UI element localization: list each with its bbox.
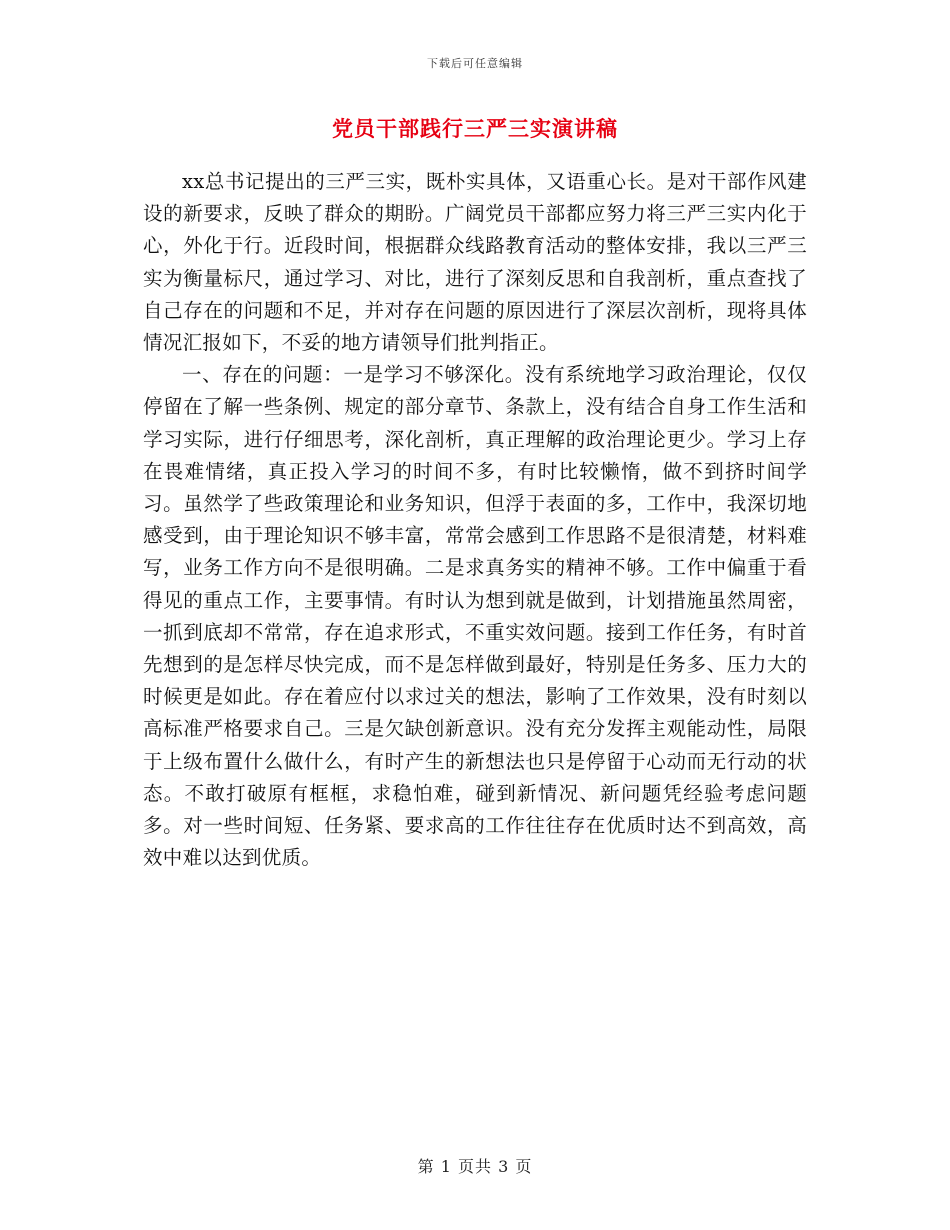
document-title: 党员干部践行三严三实演讲稿 [332, 116, 618, 141]
paragraph-intro: xx总书记提出的三严三实，既朴实具体，又语重心长。是对干部作风建设的新要求，反映了群众的期盼。广阔党员干部都应努力将三严三实内化于心，外化于行。近段时间，根据群众线路教育活动的整体安排，我以三严三实为衡量标尺，通过学习、对比，进行了深刻反思和自我剖析，重点查找了自己存在的问题和不足，并对存在问题的原因进行了深层次剖析，现将具体情况汇报如下，不妥的地方请领导们批判指正。 [143, 170, 807, 355]
page-number: 第 1 页共 3 页 [417, 1157, 533, 1176]
paragraph-problems: 一、存在的问题：一是学习不够深化。没有系统地学习政治理论，仅仅停留在了解一些条例、规定的部分章节、条款上，没有结合自身工作生活和学习实际，进行仔细思考，深化剖析，真正理解的政治理论更少。学习上存在畏难情绪，真正投入学习的时间不多，有时比较懒惰，做不到挤时间学习。虽然学了些政策理论和业务知识，但浮于表面的多，工作中，我深切地感受到，由于理论知识不够丰富，常常会感到工作思路不是很清楚，材料难写，业务工作方向不是很明确。二是求真务实的精神不够。工作中偏重于看得见的重点工作，主要事情。有时认为想到就是做到，计划措施虽然周密，一抓到底却不常常，存在追求形式，不重实效问题。接到工作任务，有时首先想到的是怎样尽快完成，而不是怎样做到最好，特别是任务多、压力大的时候更是如此。存在着应付以求过关的想法，影响了工作效果，没有时刻以高标准严格要求自己。三是欠缺创新意识。没有充分发挥主观能动性，局限于上级布置什么做什么，有时产生的新想法也只是停留于心动而无行动的状态。不敢打破原有框框，求稳怕难，碰到新情况、新问题凭经验考虑问题多。对一些时间短、任务紧、要求高的工作往往存在优质时达不到高效，高效中难以达到优质。 [143, 363, 807, 870]
header-note: 下载后可任意编辑 [427, 57, 523, 70]
document-body [143, 166, 807, 874]
